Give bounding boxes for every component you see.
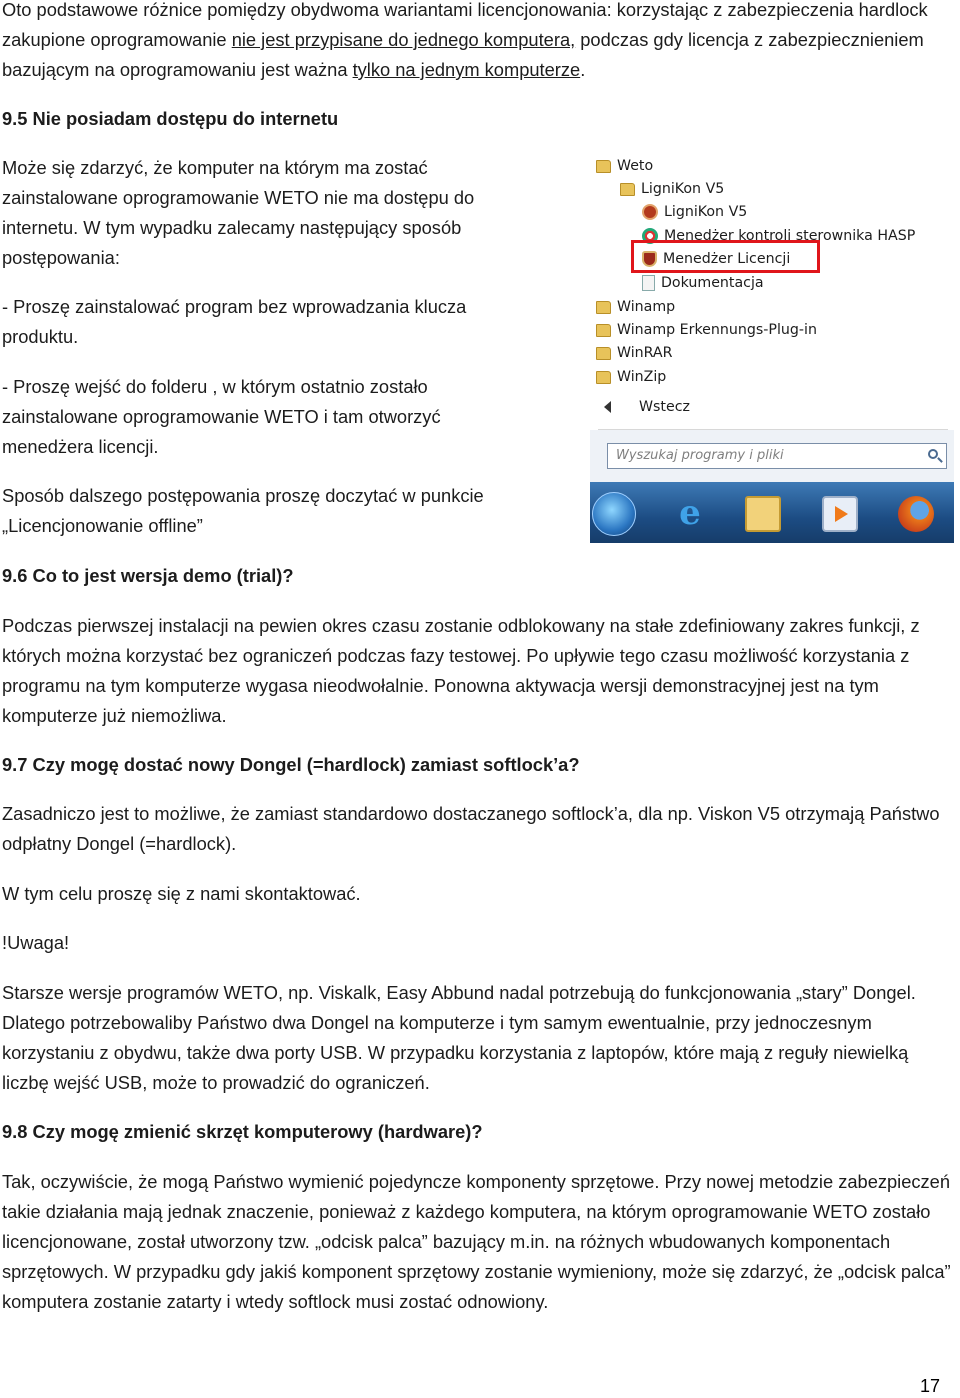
intro-underlined-2: tylko na jednym komputerze <box>352 59 581 80</box>
heading-9-5: 9.5 Nie posiadam dostępu do internetu <box>2 108 339 129</box>
heading-9-7: 9.7 Czy mogę dostać nowy Dongel (=hardlock) zamiast softlock’a? <box>2 754 580 775</box>
warning-label: !Uwaga! <box>2 932 70 953</box>
folder-icon <box>596 160 611 173</box>
menu-item-winamp[interactable]: Winamp <box>596 296 675 318</box>
media-player-icon[interactable] <box>822 496 858 532</box>
folder-icon <box>596 324 611 337</box>
lignikon-icon <box>642 204 658 220</box>
menu-item-winamp-plugin[interactable]: Winamp Erkennungs-Plug-in <box>596 319 817 341</box>
document-icon <box>642 275 655 291</box>
s95-paragraph-4: Sposób dalszego postępowania proszę doczytać w punkcie „Licencjonowanie offline” <box>2 485 484 536</box>
s96-paragraph: Podczas pierwszej instalacji na pewien okres czasu zostanie odblokowany na stałe zdefiniowany zakres funkcji, z których można korzystać bez ograniczeń podczas fazy testowej. Po upływie tego czasu możliwość korzystania z programu na tym komputerze wygasa nieodwołalnie. Ponowna aktywacja wersji demonstracyjnej jest na tym komputerze już niemożliwa. <box>2 615 920 726</box>
intro-text-3: . <box>580 59 586 80</box>
folder-icon <box>596 347 611 360</box>
taskbar <box>590 482 954 543</box>
s95-paragraph-1: Może się zdarzyć, że komputer na którym ma zostać zainstalowane oprogramowanie WETO nie ma dostępu do internetu. W tym wypadku zalecamy następujący sposób postępowania: <box>2 157 475 268</box>
intro-text-2: podczas gdy licencja z zabezpiecznieniem bazującym na oprogramowaniu jest ważna <box>2 29 924 80</box>
back-button[interactable]: Wstecz <box>604 396 690 418</box>
menu-item-license-manager[interactable]: Menedżer Licencji <box>642 248 790 270</box>
s97-paragraph-1: Zasadniczo jest to możliwe, że zamiast standardowo dostaczanego softlock’a, dla np. Viskon V5 otrzymają Państwo odpłatny Dongel (=hardlock). <box>2 803 940 854</box>
folder-icon <box>596 371 611 384</box>
s97-paragraph-3: Starsze wersje programów WETO, np. Viskalk, Easy Abbund nadal potrzebują do funkcjonowania „stary” Dongel. Dlatego potrzebowaliby Państwo dwa Dongel na komputerze i tym samym ewentualnie, przy jednoczesnym korzystaniu z obydwu, także dwa porty USB. W przypadku korzystania z laptopów, które mają z reguły niewielką liczbę wejść USB, może to prowadzić do ograniczeń. <box>2 982 916 1093</box>
highlight-box <box>631 240 820 273</box>
menu-item-winzip[interactable]: WinZip <box>596 366 666 388</box>
heading-9-6: 9.6 Co to jest wersja demo (trial)? <box>2 565 294 586</box>
folder-icon <box>620 183 635 196</box>
internet-explorer-icon[interactable]: e <box>679 493 701 533</box>
page-number: 17 <box>919 1376 940 1396</box>
folder-icon <box>596 301 611 314</box>
firefox-icon[interactable] <box>898 496 934 532</box>
start-button-icon[interactable] <box>592 492 636 536</box>
search-input[interactable]: Wyszukaj programy i pliki <box>607 443 947 469</box>
search-icon[interactable] <box>928 449 938 459</box>
menu-item-lignikon-app[interactable]: LigniKon V5 <box>642 201 747 223</box>
start-menu-screenshot <box>590 151 954 543</box>
menu-item-documentation[interactable]: Dokumentacja <box>642 272 764 294</box>
heading-9-8: 9.8 Czy mogę zmienić skrzęt komputerowy (hardware)? <box>2 1121 483 1142</box>
menu-item-winrar[interactable]: WinRAR <box>596 342 673 364</box>
menu-item-hasp-manager[interactable]: Menedżer kontroli sterownika HASP <box>642 225 915 247</box>
intro-paragraph <box>2 0 952 85</box>
s98-paragraph: Tak, oczywiście, że mogą Państwo wymienić pojedyncze komponenty sprzętowe. Przy nowej metodzie zabezpieczeń takie działania mają jednak znaczenie, ponieważ z każdego komputera, na którym oprogramowanie WETO zostało licencjonowane, został utworzony tzw. „odcisk palca” bazujący m.in. na różnych wbudowanych komponentach sprzętowych. W przypadku gdy jakiś komponent sprzętowy zostanie wymieniony, może się zdarzyć, że „odcisk palca” komputera zostanie zatarty i wtedy softlock musi zostać odnowiony. <box>2 1171 951 1312</box>
menu-item-lignikon-folder[interactable]: LigniKon V5 <box>620 178 724 200</box>
intro-text-1: Oto podstawowe różnice pomiędzy obydwoma wariantami licencjonowania: korzystając z zabezpieczenia hardlock zakupione oprogramowanie <box>2 0 928 50</box>
triangle-left-icon <box>604 401 611 413</box>
file-explorer-icon[interactable] <box>745 496 781 532</box>
s95-paragraph-2: - Proszę zainstalować program bez wprowadzania klucza produktu. <box>2 296 467 347</box>
s97-paragraph-2: W tym celu proszę się z nami skontaktować. <box>2 883 361 904</box>
s95-paragraph-3: - Proszę wejść do folderu , w którym ostatnio zostało zainstalowane oprogramowanie WETO i tam otworzyć menedżera licencji. <box>2 376 441 457</box>
menu-item-weto[interactable]: Weto <box>596 155 653 177</box>
intro-underlined-1: nie jest przypisane do jednego komputera, <box>231 29 576 50</box>
